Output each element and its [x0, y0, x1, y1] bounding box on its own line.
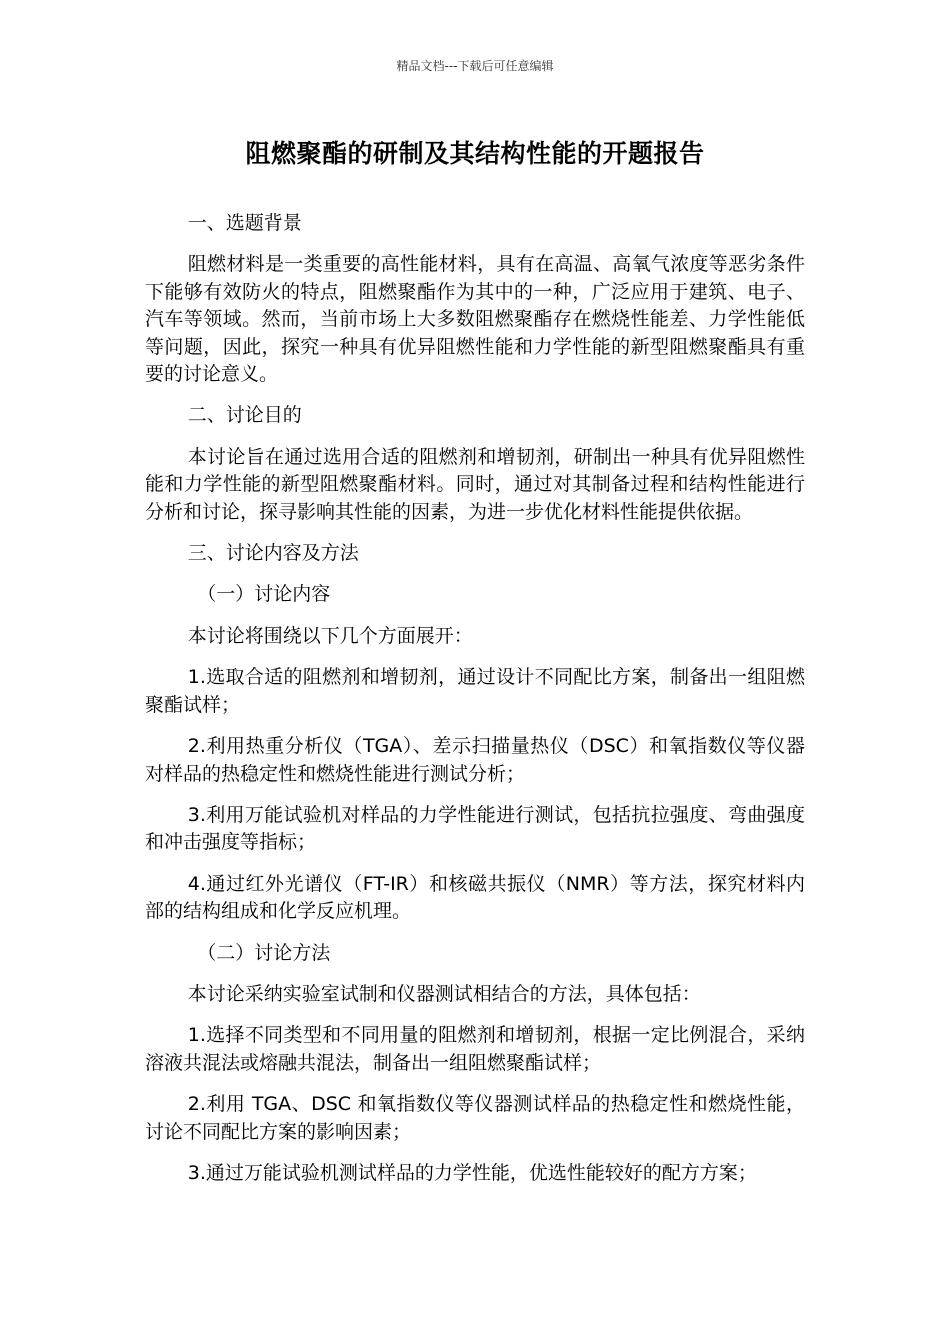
- paragraph-purpose: 本讨论旨在通过选用合适的阻燃剂和增韧剂，研制出一种具有优异阻燃性能和力学性能的新型阻燃聚酯材料。同时，通过对其制备过程和结构性能进行分析和讨论，探寻影响其性能的因素，为进一步优化材料性能提供依据。: [145, 445, 805, 523]
- document-body: [145, 210, 805, 1187]
- subheading-content: （一）讨论内容: [197, 583, 331, 606]
- paragraph-background: 阻燃材料是一类重要的高性能材料，具有在高温、高氧气浓度等恶劣条件下能够有效防火的特点，阻燃聚酯作为其中的一种，广泛应用于建筑、电子、汽车等领域。然而，当前市场上大多数阻燃聚酯存在燃烧性能差、力学性能低等问题，因此，探究一种具有优异阻燃性能和力学性能的新型阻燃聚酯具有重要的讨论意义。: [145, 253, 805, 386]
- section-heading-background: 一、选题背景: [187, 212, 302, 234]
- document-title: 阻燃聚酯的研制及其结构性能的开题报告: [245, 139, 705, 168]
- page-header: 精品文档---下载后可任意编辑: [396, 59, 554, 73]
- subheading-method: （二）讨论方法: [197, 941, 331, 964]
- list-item-content-1: 1.选取合适的阻燃剂和增韧剂，通过设计不同配比方案，制备出一组阻燃聚酯试样；: [145, 666, 805, 716]
- list-item-content-3: 3.利用万能试验机对样品的力学性能进行测试，包括抗拉强度、弯曲强度和冲击强度等指标；: [145, 803, 805, 854]
- list-item-method-2: 2.利用 TGA、DSC 和氧指数仪等仪器测试样品的热稳定性和燃烧性能，讨论不同配比方案的影响因素；: [145, 1093, 805, 1143]
- section-heading-content-method: 三、讨论内容及方法: [187, 542, 359, 565]
- section-heading-purpose: 二、讨论目的: [187, 404, 302, 427]
- list-item-content-4: 4.通过红外光谱仪（FT-IR）和核磁共振仪（NMR）等方法，探究材料内部的结构组成和化学反应机理。: [145, 872, 805, 923]
- paragraph-content-intro: 本讨论将围绕以下几个方面展开：: [187, 624, 473, 647]
- paragraph-method-intro: 本讨论采纳实验室试制和仪器测试相结合的方法，具体包括：: [187, 982, 701, 1005]
- list-item-content-2: 2.利用热重分析仪（TGA）、差示扫描量热仪（DSC）和氧指数仪等仪器对样品的热稳定性和燃烧性能进行测试分析；: [145, 735, 805, 785]
- list-item-method-1: 1.选择不同类型和不同用量的阻燃剂和增韧剂，根据一定比例混合，采纳溶液共混法或熔融共混法，制备出一组阻燃聚酯试样；: [145, 1024, 805, 1074]
- list-item-method-3: 3.通过万能试验机测试样品的力学性能，优选性能较好的配方方案；: [187, 1161, 757, 1184]
